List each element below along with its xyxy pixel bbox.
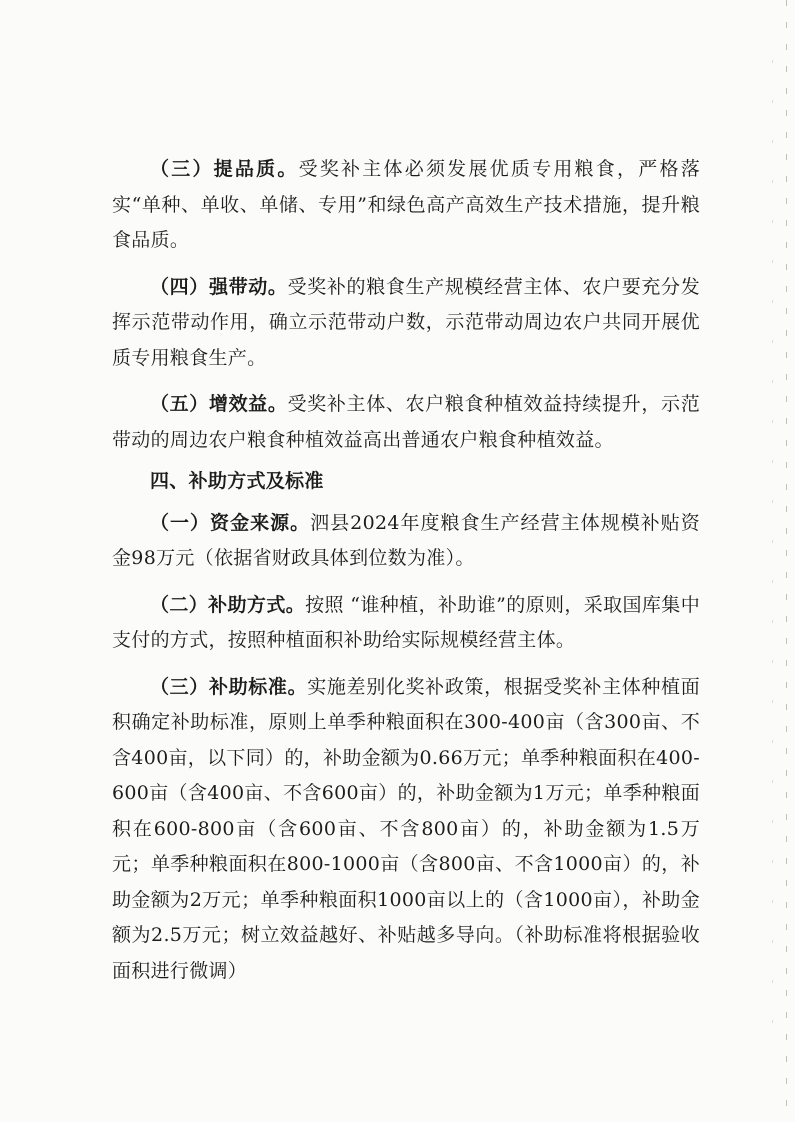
paragraph-improve-quality	[112, 152, 700, 259]
scan-edge-mark	[786, 0, 787, 1122]
paragraph-lead: （二）补助方式。	[150, 593, 306, 616]
paragraph-increase-benefit	[112, 387, 700, 458]
paragraph-text: 实施差别化奖补政策，根据受奖补主体种植面积确定补助标准，原则上单季种粮面积在300-400亩（含300亩、不含400亩，以下同）的，补助金额为0.66万元；单季种粮面积在400-600亩（含400亩、不含600亩）的，补助金额为1万元；单季种粮面积在600-800亩（含600亩、不含800亩）的，补助金额为1.5万元；单季种粮面积在800-1000亩（含800亩、不含1000亩）的，补助金额为2万元；单季种粮面积1000亩以上的（含1000亩），补助金额为2.5万元；树立效益越好、补贴越多导向。（补助标准将根据验收面积进行微调）	[112, 675, 700, 982]
document-body	[112, 152, 700, 1000]
paragraph-text: 受奖补主体、农户粮食种植效益持续提升，示范带动的周边农户粮食种植效益高出普通农户粮食种植效益。	[112, 393, 700, 451]
paragraph-text: 受奖补的粮食生产规模经营主体、农户要充分发挥示范带动作用，确立示范带动户数，示范带动周边农户共同开展优质专用粮食生产。	[112, 275, 700, 369]
scan-edge-mark-secondary	[772, 60, 773, 1060]
paragraph-subsidy-method	[112, 588, 700, 659]
paragraph-text: 按照 “谁种植，补助谁”的原则，采取国库集中支付的方式，按照种植面积补助给实际规模经营主体。	[112, 593, 700, 651]
paragraph-lead: （五）增效益。	[150, 393, 288, 415]
paragraph-text: 受奖补主体必须发展优质专用粮食，严格落实“单种、单收、单储、专用”和绿色高产高效生产技术措施，提升粮食品质。	[112, 158, 700, 251]
paragraph-lead: （三）补助标准。	[150, 675, 308, 698]
paragraph-text: 泗县2024年度粮食生产经营主体规模补贴资金98万元（依据省财政具体到位数为准）。	[112, 511, 700, 569]
paragraph-strengthen-leadership	[112, 270, 700, 377]
paragraph-lead: （四）强带动。	[150, 275, 288, 298]
paragraph-funding-source	[112, 506, 700, 577]
paragraph-lead: （三）提品质。	[150, 158, 299, 180]
section-heading: 四、补助方式及标准	[150, 470, 324, 492]
paragraph-lead: （一）资金来源。	[150, 511, 311, 534]
paragraph-subsidy-standard	[112, 670, 700, 990]
